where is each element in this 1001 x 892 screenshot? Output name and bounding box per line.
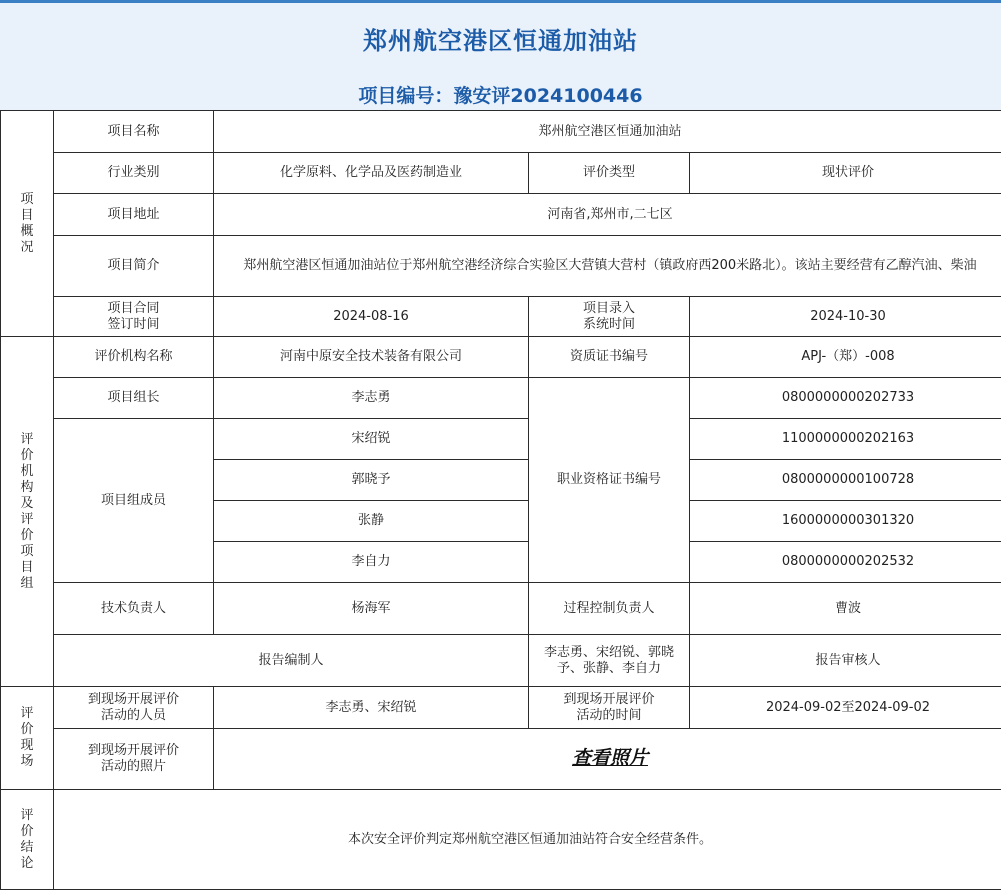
contract-date-value: 2024-08-16	[214, 297, 529, 337]
section-site: 评 价 现 场	[1, 687, 54, 790]
industry-label: 行业类别	[54, 153, 214, 194]
section-agency: 评 价 机 构 及 评 价 项 目 组	[1, 337, 54, 687]
cert-number-label: 资质证书编号	[529, 337, 690, 378]
table-row	[1, 337, 1001, 378]
qualification-label: 职业资格证书编号	[529, 378, 690, 583]
table-row	[1, 378, 1001, 419]
intro-label: 项目简介	[54, 236, 214, 297]
entry-date-value: 2024-10-30	[690, 297, 1001, 337]
report-author-value: 李志勇、宋绍锐、郭晓予、张静、李自力	[529, 635, 690, 687]
site-photo-cell	[214, 729, 1001, 790]
view-photos-link[interactable]: 查看照片	[571, 746, 648, 769]
org-name-label: 评价机构名称	[54, 337, 214, 378]
table-row	[1, 729, 1001, 790]
address-value: 河南省,郑州市,二七区	[214, 194, 1001, 236]
org-name-value: 河南中原安全技术装备有限公司	[214, 337, 529, 378]
site-staff-label: 到现场开展评价 活动的人员	[54, 687, 214, 729]
eval-type-label: 评价类型	[529, 153, 690, 194]
project-name-label: 项目名称	[54, 111, 214, 153]
page-title: 郑州航空港区恒通加油站	[363, 27, 638, 55]
table-row	[1, 297, 1001, 337]
report-author-label: 报告编制人	[54, 635, 529, 687]
member-name: 李自力	[214, 542, 529, 583]
conclusion-text: 本次安全评价判定郑州航空港区恒通加油站符合安全经营条件。	[54, 790, 1001, 890]
cert-number-value: APJ-（郑）-008	[690, 337, 1001, 378]
page-header	[0, 0, 1001, 110]
entry-date-label: 项目录入 系统时间	[529, 297, 690, 337]
section-overview: 项 目 概 况	[1, 111, 54, 337]
table-row	[1, 153, 1001, 194]
process-lead-value: 曹波	[690, 583, 1001, 635]
site-time-value: 2024-09-02至2024-09-02	[690, 687, 1001, 729]
table-row	[1, 111, 1001, 153]
intro-value: 郑州航空港区恒通加油站位于郑州航空港经济综合实验区大营镇大营村（镇政府西200米路北）。该站主要经营有乙醇汽油、柴油	[214, 236, 1001, 297]
table-row	[1, 583, 1001, 635]
address-label: 项目地址	[54, 194, 214, 236]
member-cert: 1600000000301320	[690, 501, 1001, 542]
section-conclusion: 评 价 结 论	[1, 790, 54, 890]
member-cert: 0800000000100728	[690, 460, 1001, 501]
project-number: 项目编号：豫安评2024100446	[358, 85, 643, 107]
table-row	[1, 236, 1001, 297]
contract-date-label: 项目合同 签订时间	[54, 297, 214, 337]
member-cert: 1100000000202163	[690, 419, 1001, 460]
member-name: 李志勇	[214, 378, 529, 419]
member-name: 郭晓予	[214, 460, 529, 501]
table-row	[1, 635, 1001, 687]
project-info-table	[0, 110, 1001, 890]
site-staff-value: 李志勇、宋绍锐	[214, 687, 529, 729]
report-reviewer-label: 报告审核人	[690, 635, 1001, 687]
table-row	[1, 790, 1001, 890]
tech-lead-label: 技术负责人	[54, 583, 214, 635]
site-time-label: 到现场开展评价 活动的时间	[529, 687, 690, 729]
site-photo-label: 到现场开展评价 活动的照片	[54, 729, 214, 790]
member-name: 宋绍锐	[214, 419, 529, 460]
eval-type-value: 现状评价	[690, 153, 1001, 194]
table-row	[1, 194, 1001, 236]
members-label: 项目组成员	[54, 419, 214, 583]
industry-value: 化学原料、化学品及医药制造业	[214, 153, 529, 194]
member-name: 张静	[214, 501, 529, 542]
member-cert: 0800000000202532	[690, 542, 1001, 583]
leader-label: 项目组长	[54, 378, 214, 419]
process-lead-label: 过程控制负责人	[529, 583, 690, 635]
member-cert: 0800000000202733	[690, 378, 1001, 419]
table-row	[1, 419, 1001, 460]
tech-lead-value: 杨海军	[214, 583, 529, 635]
project-name-value: 郑州航空港区恒通加油站	[214, 111, 1001, 153]
table-row	[1, 687, 1001, 729]
